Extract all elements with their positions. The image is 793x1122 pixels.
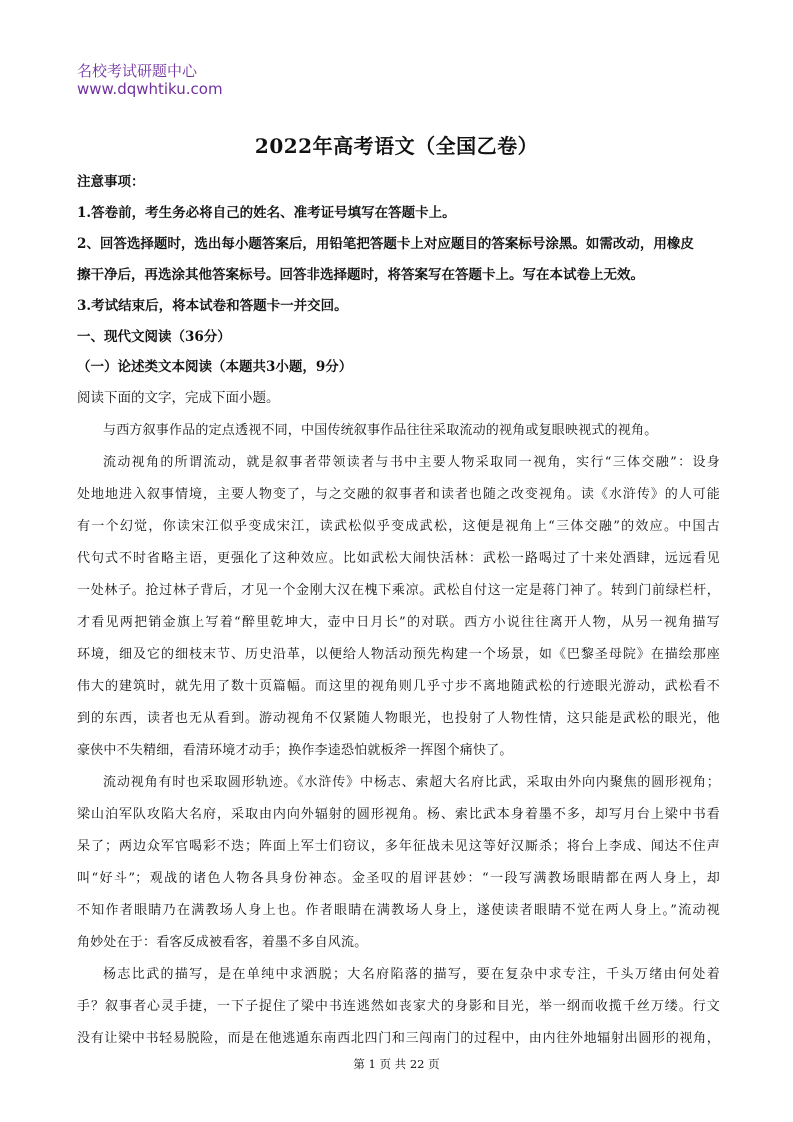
- passage-line: 手？叙事者心灵手捷，一下子捉住了梁中书连逃然如丧家犬的身影和目光，举一纲而收揽千丝万缕。行文: [77, 999, 720, 1014]
- passage-line: 与西方叙事作品的定点透视不同，中国传统叙事作品往往采取流动的视角或复眼映视式的视角。: [103, 423, 658, 438]
- header-org: 名校考试研题中心: [77, 62, 198, 80]
- notes-item-2-line-2: 擦干净后，再选涂其他答案标号。回答非选择题时，将答案写在答题卡上。写在本试卷上无效。: [77, 267, 644, 283]
- passage-line: 梁山泊军队攻陷大名府，采取由内向外辐射的圆形视角。杨、索比武本身着墨不多，却写月台上梁中书看: [77, 807, 720, 822]
- passage-line: 伟大的建筑时，就先用了数十页篇幅。而这里的视角则几乎寸步不离地随武松的行迹眼光游动，武松看不: [77, 679, 720, 694]
- passage-line: 到的东西，读者也无从看到。游动视角不仅紧随人物眼光，也投射了人物性情，这只能是武松的眼光，他: [77, 711, 720, 726]
- passage-line: 流动视角有时也采取圆形轨迹。《水浒传》中杨志、索超大名府比武，采取由外向内聚焦的圆形视角；: [103, 775, 720, 790]
- passage-line: 没有让梁中书轻易脱险，而是在他逃遁东南西北四门和三闯南门的过程中，由内往外地辐射出圆形的视角，: [77, 1031, 720, 1046]
- passage-line: 环境，细及它的细枝末节、历史沿革，以便给人物活动预先构建一个场景，如《巴黎圣母院》在描绘那座: [77, 647, 720, 662]
- passage-line: 不知作者眼睛乃在满教场人身上也。作者眼睛在满教场人身上，遂使读者眼睛不觉在两人身上。”流动视: [77, 903, 720, 918]
- notes-item-2-line-1: 2、回答选择题时，选出每小题答案后，用铅笔把答题卡上对应题目的答案标号涂黑。如需改动，用橡皮: [77, 236, 694, 252]
- notes-item-3: 3.考试结束后，将本试卷和答题卡一并交回。: [77, 298, 348, 314]
- passage-line: 叫“好斗”；观战的诸色人物各具身份神态。金圣叹的眉评甚妙：“一段写满教场眼睛都在两人身上，却: [77, 871, 720, 886]
- passage-line: 杨志比武的描写，是在单纯中求洒脱；大名府陷落的描写，要在复杂中求专注，千头万绪由何处着: [103, 967, 720, 982]
- passage-line: 处地地进入叙事情境，主要人物变了，与之交融的叙事者和读者也随之改变视角。读《水浒传》的人可能: [77, 487, 720, 502]
- header-website-link[interactable]: www.dqwhtiku.com: [77, 80, 223, 98]
- page-footer: 第 1 页 共 22 页: [353, 1057, 440, 1071]
- notes-heading: 注意事项：: [77, 174, 145, 190]
- passage-line: 有一个幻觉，你读宋江似乎变成宋江，读武松似乎变成武松，这便是视角上“三体交融”的效应。中国古: [77, 519, 720, 534]
- section-1-sub-heading: （一）论述类文本阅读（本题共3小题，9分）: [77, 359, 353, 375]
- section-1-heading: 一、现代文阅读（36分）: [77, 329, 231, 345]
- section-1-instruction: 阅读下面的文字，完成下面小题。: [77, 390, 280, 406]
- passage-line: 流动视角的所谓流动，就是叙事者带领读者与书中主要人物采取同一视角，实行“三体交融”：设身: [103, 455, 720, 470]
- passage-line: 一处林子。抢过林子背后，才见一个金刚大汉在槐下乘凉。武松自付这一定是蒋门神了。转到门前绿栏杆，: [77, 583, 720, 598]
- page-title: 2022年高考语文（全国乙卷）: [254, 134, 539, 158]
- notes-item-1: 1.答卷前，考生务必将自己的姓名、准考证号填写在答题卡上。: [77, 205, 456, 221]
- passage-line: 才看见两把销金旗上写着“醉里乾坤大，壶中日月长”的对联。西方小说往往离开人物，从另一视角描写: [77, 615, 720, 630]
- passage-line: 豪侠中不失精细，看清环境才动手；换作李逵恐怕就板斧一挥图个痛快了。: [77, 743, 513, 758]
- passage-line: 角妙处在于：看客反成被看客，着墨不多自风流。: [77, 935, 368, 950]
- passage-line: 呆了；两边众军官喝彩不迭；阵面上军士们窃议，多年征战未见这等好汉厮杀；将台上李成、闻达不住声: [77, 839, 720, 854]
- passage-line: 代句式不时省略主语，更强化了这种效应。比如武松大闹快活林：武松一路喝过了十来处酒肆，远远看见: [77, 551, 720, 566]
